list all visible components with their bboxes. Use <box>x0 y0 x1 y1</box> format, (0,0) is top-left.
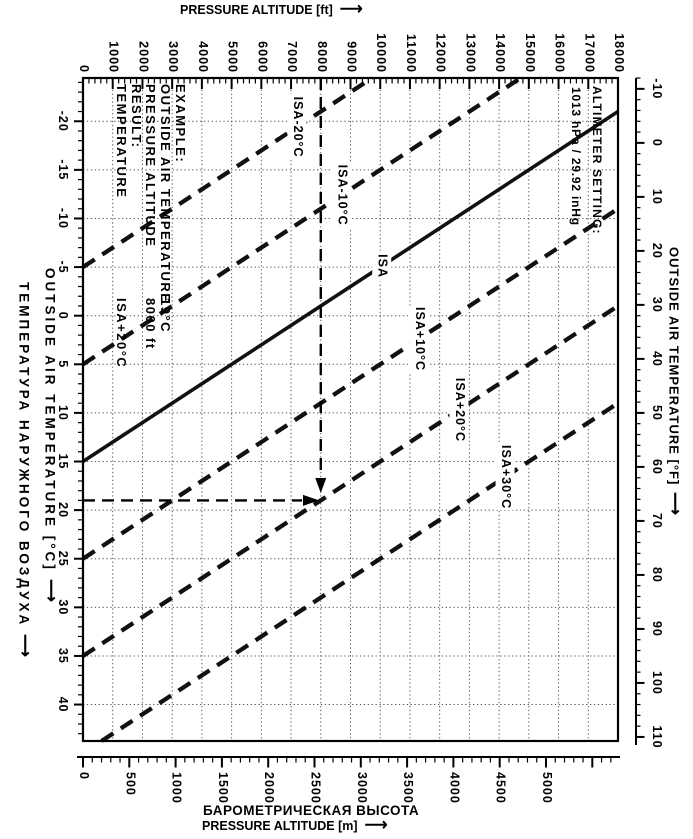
fahrenheit-tick-label: 30 <box>650 296 664 313</box>
top-axis-title-text: PRESSURE ALTITUDE [ft] <box>180 3 333 17</box>
example-result-value: ISA+20°C <box>114 298 129 369</box>
ft-tick-label: 0 <box>77 65 91 73</box>
fahrenheit-tick-label: 110 <box>650 725 664 749</box>
left-axis-title-ru-text: ТЕМПЕРАТУРА НАРУЖНОГО ВОЗДУХА <box>16 282 32 628</box>
ft-tick-label: 10000 <box>374 33 389 73</box>
right-axis-title-text: OUTSIDE AIR TEMPERATURE [°F] <box>666 247 682 486</box>
celsius-tick-label: 40 <box>56 696 70 713</box>
meter-tick-label: 500 <box>123 772 138 796</box>
celsius-tick-label: 20 <box>56 502 70 519</box>
fahrenheit-tick-label: 60 <box>650 458 664 475</box>
fahrenheit-tick-label: 10 <box>650 188 664 205</box>
meter-tick-label: 2000 <box>262 772 277 804</box>
celsius-tick-label: -5 <box>56 260 70 274</box>
celsius-tick-label: 15 <box>56 453 70 470</box>
ft-tick-label: 12000 <box>433 33 448 73</box>
example-row-temp-label: TEMPERATURE <box>114 84 129 199</box>
fahrenheit-tick-label: 100 <box>650 671 664 695</box>
left-axis-title-text: OUTSIDE AIR TEMPERATURE [°C] <box>42 268 58 572</box>
celsius-tick-label: -20 <box>56 110 70 132</box>
top-axis-title <box>180 2 363 18</box>
isa-line-label: ISA-10°C <box>335 164 350 226</box>
celsius-tick-label: 5 <box>56 360 70 369</box>
example-row-title: EXAMPLE: <box>173 84 188 164</box>
ft-tick-label: 18000 <box>612 33 626 73</box>
fahrenheit-tick-label: 70 <box>650 512 664 529</box>
altimeter-setting-value: 1013 hPa / 29.92 inHg <box>569 87 583 226</box>
left-axis-title-en <box>42 268 58 605</box>
ft-tick-label: 13000 <box>463 33 478 73</box>
example-row-result-label: RESULT: <box>129 84 144 149</box>
isa-line-label: ISA <box>375 254 390 279</box>
celsius-tick-label: 35 <box>56 647 70 664</box>
celsius-tick-label: -10 <box>56 207 70 230</box>
ft-tick-label: 15000 <box>522 33 537 73</box>
fahrenheit-tick-label: -10 <box>650 78 664 100</box>
celsius-tick-label: 30 <box>56 599 70 616</box>
right-arrow-icon: ⟶ <box>364 817 388 834</box>
ft-tick-label: 17000 <box>582 33 597 73</box>
isa-line-label: ISA+30°C <box>499 445 514 510</box>
ft-tick-label: 3000 <box>166 41 181 73</box>
ft-tick-label: 7000 <box>285 41 300 73</box>
meter-tick-label: 5000 <box>540 772 554 804</box>
bottom-axis-title-ru: БАРОМЕТРИЧЕСКАЯ ВЫСОТА <box>203 803 420 818</box>
ft-tick-label: 8000 <box>314 41 329 73</box>
altimeter-setting-label: ALTIMETER SETTING: <box>590 86 604 235</box>
right-arrow-icon: ⟶ <box>339 1 363 18</box>
right-axis-title <box>666 247 682 516</box>
isa-line-label: ISA+20°C <box>452 377 467 443</box>
ft-tick-label: 16000 <box>552 33 567 73</box>
ft-tick-label: 5000 <box>225 41 240 73</box>
isa-line-30 <box>102 403 618 741</box>
fahrenheit-tick-label: 40 <box>650 350 664 367</box>
meter-tick-label: 1500 <box>215 772 230 804</box>
ft-tick-label: 6000 <box>255 41 270 73</box>
bottom-axis-title-text: PRESSURE ALTITUDE [m] <box>202 819 358 833</box>
ft-tick-label: 1000 <box>106 41 121 73</box>
example-oat-value: 19°C <box>158 298 173 334</box>
ft-tick-label: 4000 <box>195 41 210 73</box>
example-down-arrow-icon <box>315 478 326 493</box>
celsius-tick-label: 10 <box>56 404 70 421</box>
left-axis-title-ru <box>16 282 32 660</box>
ft-tick-label: 14000 <box>493 33 508 74</box>
fahrenheit-tick-label: 80 <box>650 566 664 583</box>
ft-tick-label: 11000 <box>403 33 418 73</box>
meter-tick-label: 2500 <box>308 772 323 804</box>
meter-tick-label: 3000 <box>354 772 369 804</box>
isa-line-label: ISA-20°C <box>291 96 305 158</box>
celsius-tick-label: 25 <box>56 550 70 567</box>
down-arrow-icon: ⟶ <box>16 634 33 661</box>
down-arrow-icon: ⟶ <box>666 492 683 517</box>
meter-tick-label: 3500 <box>401 772 416 804</box>
fahrenheit-tick-label: 50 <box>650 404 664 421</box>
example-row-altitude-label: PRESSURE ALTITUDE <box>143 84 158 248</box>
bottom-axis-title-en <box>202 818 388 834</box>
down-arrow-icon: ⟶ <box>42 578 59 605</box>
ft-tick-label: 9000 <box>344 41 359 73</box>
example-row-oat-label: OUTSIDE AIR TEMPERATURE <box>158 84 173 304</box>
meter-tick-label: 0 <box>77 772 91 780</box>
meter-tick-label: 1000 <box>169 772 184 804</box>
fahrenheit-tick-label: 20 <box>650 242 664 259</box>
isa-line-label: ISA+10°C <box>412 306 427 372</box>
example-altitude-value: 8000 ft <box>143 298 158 350</box>
celsius-tick-label: -15 <box>56 159 70 181</box>
fahrenheit-tick-label: 0 <box>650 138 664 147</box>
meter-tick-label: 4000 <box>447 772 462 804</box>
meter-tick-label: 4500 <box>493 772 508 804</box>
fahrenheit-tick-label: 90 <box>650 620 664 637</box>
ft-tick-label: 2000 <box>136 41 151 73</box>
celsius-tick-label: 0 <box>56 311 70 320</box>
